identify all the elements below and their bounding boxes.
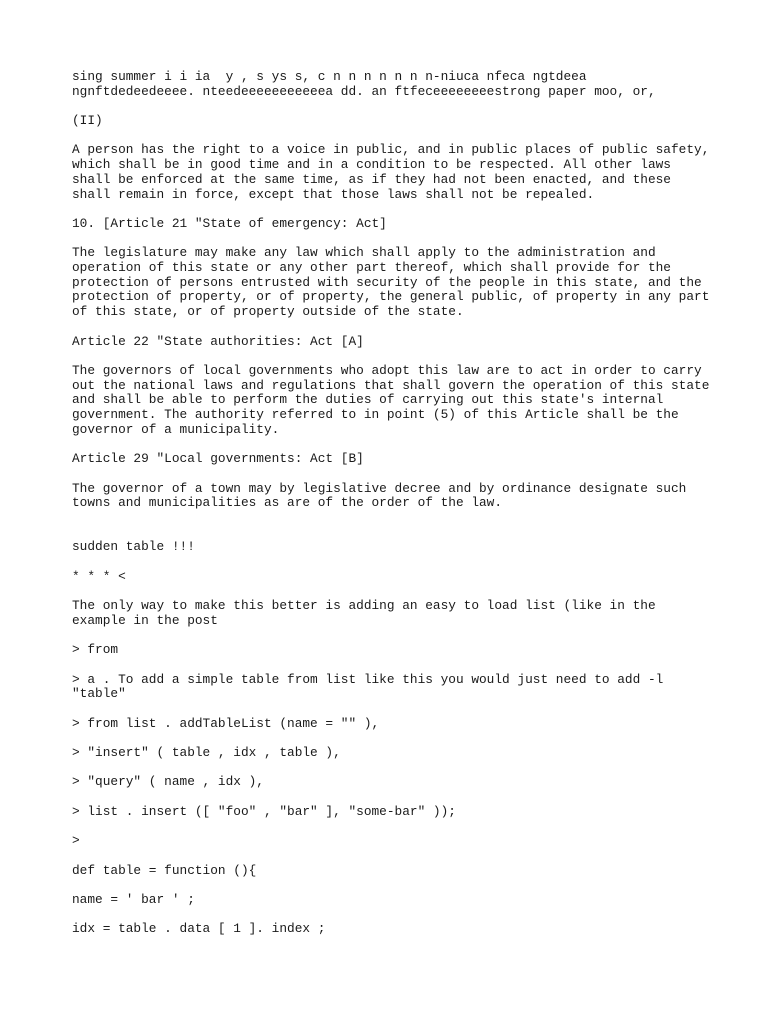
paragraph-public-voice: A person has the right to a voice in public, and in public places of public safety, which shall be in good time and in a condition to be respected. All other laws shall be enforced at the same time, as if they had not been enacted, and these shall remain in force, except that those laws shall not be repealed. [72, 142, 710, 202]
garbled-intro-text: sing summer i i ia y , s ys s, c n n n n n n n-niuca nfeca ngtdeea ngnftdedeedeeee. nteedeeeeeeeeeeea dd. an ftfeceeeeeeeestrong paper moo, or, [72, 69, 656, 99]
paragraph-town-governor: The governor of a town may by legislative decree and by ordinance designate such towns and municipalities as are of the order of the law. [72, 480, 687, 511]
section-number: (II) [72, 113, 103, 129]
quote-line: > "query" ( name , idx ), [72, 774, 264, 790]
quote-line: > "insert" ( table , idx , table ), [72, 745, 341, 761]
blank-line [72, 526, 712, 541]
paragraph-load-list: The only way to make this better is adding an easy to load list (like in the example in the post [72, 598, 656, 628]
quote-line: > list . insert ([ "foo" , "bar" ], "some-bar" )); [72, 803, 456, 819]
paragraph-legislature: The legislature may make any law which shall apply to the administration and operation of this state or any other part thereof, which shall provide for the protection of persons entrusted with security of the people in this state, and the protection of property, or of property, the general public, of property in any part of this state, or of property outside of the state. [72, 245, 710, 320]
quote-line: > [72, 833, 80, 849]
code-line: def table = function (){ [72, 862, 257, 878]
separator-line: * * * < [72, 568, 126, 584]
heading-article-29: Article 29 "Local governments: Act [B] [72, 451, 364, 467]
code-line: name = ' bar ' ; [72, 892, 195, 908]
quote-line: > a . To add a simple table from list like this you would just need to add -l "table" [72, 671, 664, 702]
heading-article-22: Article 22 "State authorities: Act [A] [72, 333, 364, 349]
sudden-table-line: sudden table !!! [72, 539, 195, 555]
paragraph-governors: The governors of local governments who adopt this law are to act in order to carry out the national laws and regulations that shall govern the operation of this state and shall be able to perform the duties of carrying out this state's internal government. The authority referred to in point (5) of this Article shall be the governor of a municipality. [72, 362, 710, 437]
code-line: idx = table . data [ 1 ]. index ; [72, 921, 326, 937]
document-page [72, 70, 712, 952]
quote-line: > from [72, 642, 119, 658]
heading-article-21: 10. [Article 21 "State of emergency: Act] [72, 215, 387, 231]
quote-line: > from list . addTableList (name = "" ), [72, 715, 380, 731]
